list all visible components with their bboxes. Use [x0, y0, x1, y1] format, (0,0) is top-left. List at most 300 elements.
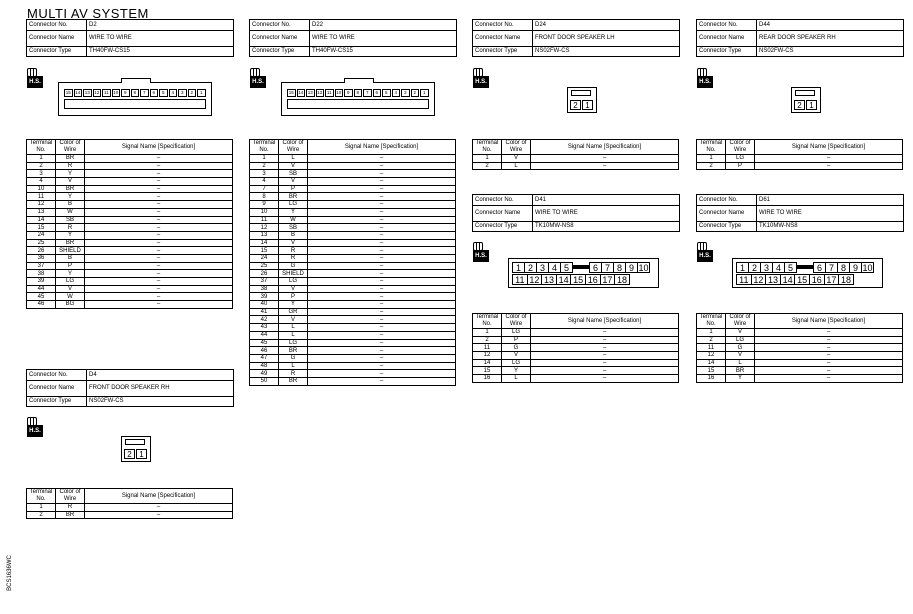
table-row — [473, 344, 679, 352]
table-cell: 4 — [250, 178, 279, 186]
pin-label: 8 — [131, 89, 140, 97]
table-cell: 1 — [250, 155, 279, 163]
table-cell: – — [531, 155, 679, 163]
table-row — [27, 201, 233, 209]
table-cell: 25 — [27, 239, 56, 247]
pin-label: 9 — [849, 262, 862, 273]
pin-label: 10 — [638, 263, 649, 273]
table-cell: Y — [56, 193, 85, 201]
table-cell: 15 — [250, 247, 279, 255]
table-cell: 45 — [27, 293, 56, 301]
table-cell: – — [531, 352, 679, 360]
table-row — [250, 301, 456, 309]
table-row — [473, 352, 679, 360]
table-cell: 26 — [250, 270, 279, 278]
table-row — [250, 293, 456, 301]
pin-label: 13 — [84, 90, 90, 95]
table-cell: – — [308, 193, 456, 201]
pin-label: 7 — [363, 89, 372, 97]
table-cell: LG — [279, 278, 308, 286]
table-cell: – — [308, 178, 456, 186]
table-cell: L — [279, 331, 308, 339]
table-cell: – — [308, 377, 456, 385]
table-cell: – — [531, 344, 679, 352]
table-row — [27, 162, 233, 170]
column-header: Terminal No. — [473, 314, 502, 329]
table-row — [27, 511, 233, 519]
table-cell: – — [85, 231, 233, 239]
table-cell: 16 — [697, 375, 726, 383]
connector-info-d61: Connector No. D61 Connector Name WIRE TO WIRE Connector Type TK10MW-NS8 — [696, 194, 904, 232]
table-cell: 46 — [250, 347, 279, 355]
pin-label: 5 — [382, 89, 391, 97]
table-cell: 1 — [27, 504, 56, 512]
column-header: Signal Name [Specification] — [531, 314, 679, 329]
table-cell: – — [755, 329, 903, 337]
table-cell: 1 — [473, 155, 502, 163]
pin-label: 8 — [837, 262, 850, 273]
pin-label: 10 — [336, 90, 342, 95]
column-header: Color of Wire — [726, 314, 755, 329]
table-cell: P — [279, 293, 308, 301]
table-cell: 43 — [250, 324, 279, 332]
table-cell: SHIELD — [279, 270, 308, 278]
table-cell: R — [279, 247, 308, 255]
harness-side-icon: H.S. — [697, 68, 713, 88]
pin-label: 11 — [512, 274, 528, 285]
pin-label: 12 — [527, 274, 543, 285]
table-cell: B — [279, 231, 308, 239]
table-row — [473, 155, 679, 163]
table-cell: 39 — [250, 293, 279, 301]
table-cell: 38 — [27, 270, 56, 278]
table-cell: 47 — [250, 354, 279, 362]
pin-label: 12 — [94, 90, 100, 95]
pin-label: 4 — [772, 262, 785, 273]
table-cell: – — [85, 170, 233, 178]
table-cell: Y — [726, 375, 755, 383]
table-cell: 2 — [697, 336, 726, 344]
pin-label: 12 — [317, 90, 323, 95]
connector-info-d22: Connector No. D22 Connector Name WIRE TO WIRE Connector Type TH40FW-CS15 — [249, 19, 457, 57]
table-cell: G — [279, 262, 308, 270]
table-header — [473, 140, 679, 155]
table-cell: V — [279, 316, 308, 324]
table-cell: 1 — [697, 329, 726, 337]
pin-label: 7 — [825, 262, 838, 273]
table-row — [697, 359, 903, 367]
table-row — [250, 170, 456, 178]
table-cell: 50 — [250, 377, 279, 385]
pin-label: 4 — [169, 89, 178, 97]
table-row — [27, 170, 233, 178]
table-cell: 11 — [250, 216, 279, 224]
table-cell: – — [85, 254, 233, 262]
table-cell: 11 — [27, 193, 56, 201]
table-cell: L — [279, 324, 308, 332]
harness-side-icon: H.S. — [27, 417, 43, 437]
table-cell: SB — [56, 216, 85, 224]
pin-label: 11 — [326, 90, 332, 95]
pin-label: 10 — [113, 90, 119, 95]
table-cell: 2 — [27, 162, 56, 170]
pin-label: 4 — [392, 89, 401, 97]
column-header: Color of Wire — [56, 140, 85, 155]
table-row — [250, 216, 456, 224]
pin-label: 14 — [780, 274, 796, 285]
column-header: Terminal No. — [250, 140, 279, 155]
table-row — [250, 324, 456, 332]
table-cell: – — [308, 239, 456, 247]
table-cell: G — [279, 354, 308, 362]
table-cell: – — [308, 170, 456, 178]
table-cell: R — [56, 504, 85, 512]
table-cell: – — [85, 162, 233, 170]
table-cell: W — [56, 293, 85, 301]
table-cell: R — [56, 162, 85, 170]
column-header: Terminal No. — [27, 489, 56, 504]
pin-label: 1 — [197, 89, 206, 97]
table-cell: – — [85, 504, 233, 512]
table-cell: – — [308, 162, 456, 170]
table-row — [250, 208, 456, 216]
table-cell: – — [85, 224, 233, 232]
pin-label: 13 — [765, 274, 781, 285]
pin-label: 18 — [838, 274, 854, 285]
pin-label: 11 — [736, 274, 752, 285]
table-row — [473, 162, 679, 170]
table-cell: – — [308, 262, 456, 270]
table-cell: Y — [56, 270, 85, 278]
table-cell: 2 — [250, 162, 279, 170]
connector-info-d4: Connector No. D4 Connector Name FRONT DOOR SPEAKER RH Connector Type NS02FW-CS — [26, 369, 234, 407]
page-title: MULTI AV SYSTEM — [27, 6, 149, 21]
table-cell: SB — [279, 224, 308, 232]
table-cell: 10 — [27, 185, 56, 193]
signal-table-d24 — [472, 139, 679, 170]
table-cell: – — [531, 359, 679, 367]
column-header: Color of Wire — [56, 489, 85, 504]
table-cell: P — [502, 336, 531, 344]
signal-table-d41 — [472, 313, 679, 383]
table-row — [250, 316, 456, 324]
table-cell: V — [56, 285, 85, 293]
table-cell: BR — [56, 185, 85, 193]
table-cell: 2 — [473, 336, 502, 344]
pin-label: 18 — [614, 274, 630, 285]
table-cell: 4 — [27, 178, 56, 186]
table-cell: BR — [279, 193, 308, 201]
column-header: Signal Name [Specification] — [755, 314, 903, 329]
table-cell: L — [279, 362, 308, 370]
table-cell: L — [502, 375, 531, 383]
pin-label: 14 — [298, 90, 304, 95]
table-cell: – — [531, 367, 679, 375]
table-cell: – — [531, 336, 679, 344]
table-row — [697, 344, 903, 352]
signal-table-d44 — [696, 139, 903, 170]
table-row — [250, 262, 456, 270]
column-header: Color of Wire — [502, 314, 531, 329]
table-cell: – — [308, 347, 456, 355]
table-cell: 44 — [250, 331, 279, 339]
table-row — [250, 247, 456, 255]
table-cell: 14 — [250, 239, 279, 247]
table-cell: – — [308, 331, 456, 339]
table-cell: G — [502, 344, 531, 352]
table-cell: V — [726, 329, 755, 337]
pin-label: 15 — [570, 274, 586, 285]
table-cell: 12 — [473, 352, 502, 360]
harness-side-icon: H.S. — [473, 242, 489, 262]
harness-side-icon: H.S. — [473, 68, 489, 88]
table-cell: 12 — [250, 224, 279, 232]
table-row — [250, 377, 456, 385]
column-header: Terminal No. — [473, 140, 502, 155]
connector-face-d22 — [281, 82, 435, 116]
pin-label: 13 — [541, 274, 557, 285]
table-cell: 46 — [27, 301, 56, 309]
pin-label: 12 — [751, 274, 767, 285]
connector-face-d44: 2 1 — [791, 87, 821, 113]
pin-label: 9 — [344, 89, 353, 97]
table-row — [27, 208, 233, 216]
pin-label: 2 — [188, 89, 197, 97]
table-cell: – — [755, 336, 903, 344]
table-cell: L — [279, 155, 308, 163]
table-cell: – — [531, 162, 679, 170]
pin-label: 1 — [420, 89, 429, 97]
table-row — [250, 231, 456, 239]
table-row — [250, 308, 456, 316]
table-cell: 41 — [250, 308, 279, 316]
table-row — [250, 339, 456, 347]
table-cell: 7 — [250, 185, 279, 193]
table-row — [250, 362, 456, 370]
column-header: Terminal No. — [27, 140, 56, 155]
table-cell: – — [755, 359, 903, 367]
table-cell: 15 — [27, 224, 56, 232]
table-cell: V — [279, 285, 308, 293]
table-cell: LG — [502, 359, 531, 367]
table-cell: W — [56, 208, 85, 216]
table-cell: LG — [56, 278, 85, 286]
table-row — [27, 504, 233, 512]
pin-label: 6 — [813, 262, 826, 273]
table-cell: V — [502, 352, 531, 360]
table-cell: 15 — [473, 367, 502, 375]
table-cell: W — [279, 216, 308, 224]
column-header: Color of Wire — [726, 140, 755, 155]
table-cell: V — [502, 155, 531, 163]
table-cell: – — [308, 370, 456, 378]
signal-table-d2 — [26, 139, 233, 309]
table-header — [27, 140, 233, 155]
table-header — [697, 314, 903, 329]
table-row — [250, 270, 456, 278]
signal-table-d4 — [26, 488, 233, 519]
table-cell: – — [308, 185, 456, 193]
pin-label: 1 — [512, 262, 525, 273]
table-row — [250, 201, 456, 209]
pin-label: 7 — [601, 262, 614, 273]
table-cell: 9 — [250, 201, 279, 209]
table-cell: G — [726, 344, 755, 352]
table-row — [250, 370, 456, 378]
table-cell: L — [726, 359, 755, 367]
table-row — [27, 185, 233, 193]
harness-side-icon: H.S. — [250, 68, 266, 88]
table-row — [697, 375, 903, 383]
table-cell: 12 — [697, 352, 726, 360]
table-cell: 2 — [473, 162, 502, 170]
table-cell: 42 — [250, 316, 279, 324]
table-row — [697, 162, 903, 170]
pin-label: 3 — [760, 262, 773, 273]
table-cell: – — [755, 375, 903, 383]
table-cell: Y — [56, 231, 85, 239]
table-cell: – — [531, 329, 679, 337]
table-cell: LG — [726, 336, 755, 344]
table-cell: 37 — [27, 262, 56, 270]
table-cell: P — [56, 262, 85, 270]
table-row — [250, 331, 456, 339]
table-cell: – — [308, 224, 456, 232]
table-row — [250, 185, 456, 193]
table-cell: 38 — [250, 285, 279, 293]
table-cell: – — [308, 278, 456, 286]
column-header: Signal Name [Specification] — [85, 489, 233, 504]
table-cell: 13 — [250, 231, 279, 239]
table-cell: 48 — [250, 362, 279, 370]
table-row — [250, 354, 456, 362]
table-cell: 1 — [27, 155, 56, 163]
table-cell: BR — [56, 511, 85, 519]
table-row — [27, 262, 233, 270]
pin-label: 8 — [613, 262, 626, 273]
table-cell: P — [279, 185, 308, 193]
table-cell: 3 — [27, 170, 56, 178]
table-cell: – — [85, 193, 233, 201]
table-row — [250, 162, 456, 170]
signal-table-d22 — [249, 139, 456, 386]
pin-label: 9 — [121, 89, 130, 97]
table-row — [250, 347, 456, 355]
connector-info-d44: Connector No. D44 Connector Name REAR DOOR SPEAKER RH Connector Type NS02FW-CS — [696, 19, 904, 57]
table-cell: – — [308, 316, 456, 324]
table-cell: R — [56, 224, 85, 232]
table-cell: 14 — [27, 216, 56, 224]
table-cell: – — [308, 362, 456, 370]
table-row — [27, 270, 233, 278]
table-cell: 12 — [27, 201, 56, 209]
table-cell: V — [726, 352, 755, 360]
table-cell: 36 — [27, 254, 56, 262]
pin-label: 5 — [159, 89, 168, 97]
table-cell: 16 — [473, 375, 502, 383]
table-cell: – — [308, 208, 456, 216]
signal-table-d61 — [696, 313, 903, 383]
table-cell: 3 — [250, 170, 279, 178]
table-cell: R — [279, 254, 308, 262]
table-cell: GR — [279, 308, 308, 316]
table-row — [250, 285, 456, 293]
table-cell: 49 — [250, 370, 279, 378]
table-cell: – — [308, 324, 456, 332]
table-row — [27, 193, 233, 201]
connector-face-d4: 2 1 — [121, 436, 151, 462]
table-cell: LG — [726, 155, 755, 163]
table-cell: – — [85, 185, 233, 193]
pin-label: 2 — [411, 89, 420, 97]
table-cell: SHIELD — [56, 247, 85, 255]
table-cell: – — [308, 216, 456, 224]
table-cell: – — [308, 293, 456, 301]
table-cell: – — [85, 216, 233, 224]
connector-face-d24: 2 1 — [567, 87, 597, 113]
table-row — [250, 155, 456, 163]
table-cell: Y — [279, 301, 308, 309]
table-cell: L — [502, 162, 531, 170]
pin-label: 6 — [589, 262, 602, 273]
pin-label: 10 — [862, 263, 873, 273]
table-cell: – — [308, 270, 456, 278]
table-cell: 44 — [27, 285, 56, 293]
table-header — [250, 140, 456, 155]
column-header: Signal Name [Specification] — [85, 140, 233, 155]
pin-label: 3 — [401, 89, 410, 97]
table-cell: LG — [502, 329, 531, 337]
pin-label: 14 — [556, 274, 572, 285]
table-cell: 45 — [250, 339, 279, 347]
table-cell: Y — [502, 367, 531, 375]
table-cell: – — [85, 178, 233, 186]
table-cell: 11 — [697, 344, 726, 352]
table-cell: P — [726, 162, 755, 170]
connector-info-d24: Connector No. D24 Connector Name FRONT DOOR SPEAKER LH Connector Type NS02FW-CS — [472, 19, 680, 57]
pin-label: 8 — [354, 89, 363, 97]
table-cell: – — [85, 285, 233, 293]
column-header: Signal Name [Specification] — [755, 140, 903, 155]
table-cell: – — [755, 155, 903, 163]
table-cell: – — [308, 339, 456, 347]
table-row — [27, 224, 233, 232]
pin-label: 11 — [103, 90, 109, 95]
table-row — [27, 239, 233, 247]
table-cell: 11 — [473, 344, 502, 352]
table-row — [27, 301, 233, 309]
table-cell: – — [85, 301, 233, 309]
table-cell: BR — [56, 239, 85, 247]
table-cell: SB — [279, 170, 308, 178]
table-cell: Y — [56, 170, 85, 178]
column-header: Color of Wire — [279, 140, 308, 155]
pin-label: 6 — [373, 89, 382, 97]
table-cell: V — [279, 178, 308, 186]
table-cell: 26 — [27, 247, 56, 255]
table-cell: – — [85, 239, 233, 247]
pin-label: 3 — [536, 262, 549, 273]
table-cell: – — [85, 293, 233, 301]
table-cell: – — [755, 352, 903, 360]
pin-label: 15 — [794, 274, 810, 285]
connector-key — [572, 265, 590, 269]
table-row — [250, 278, 456, 286]
pin-label: 1 — [736, 262, 749, 273]
table-cell: BR — [56, 155, 85, 163]
table-row — [250, 239, 456, 247]
table-header — [697, 140, 903, 155]
